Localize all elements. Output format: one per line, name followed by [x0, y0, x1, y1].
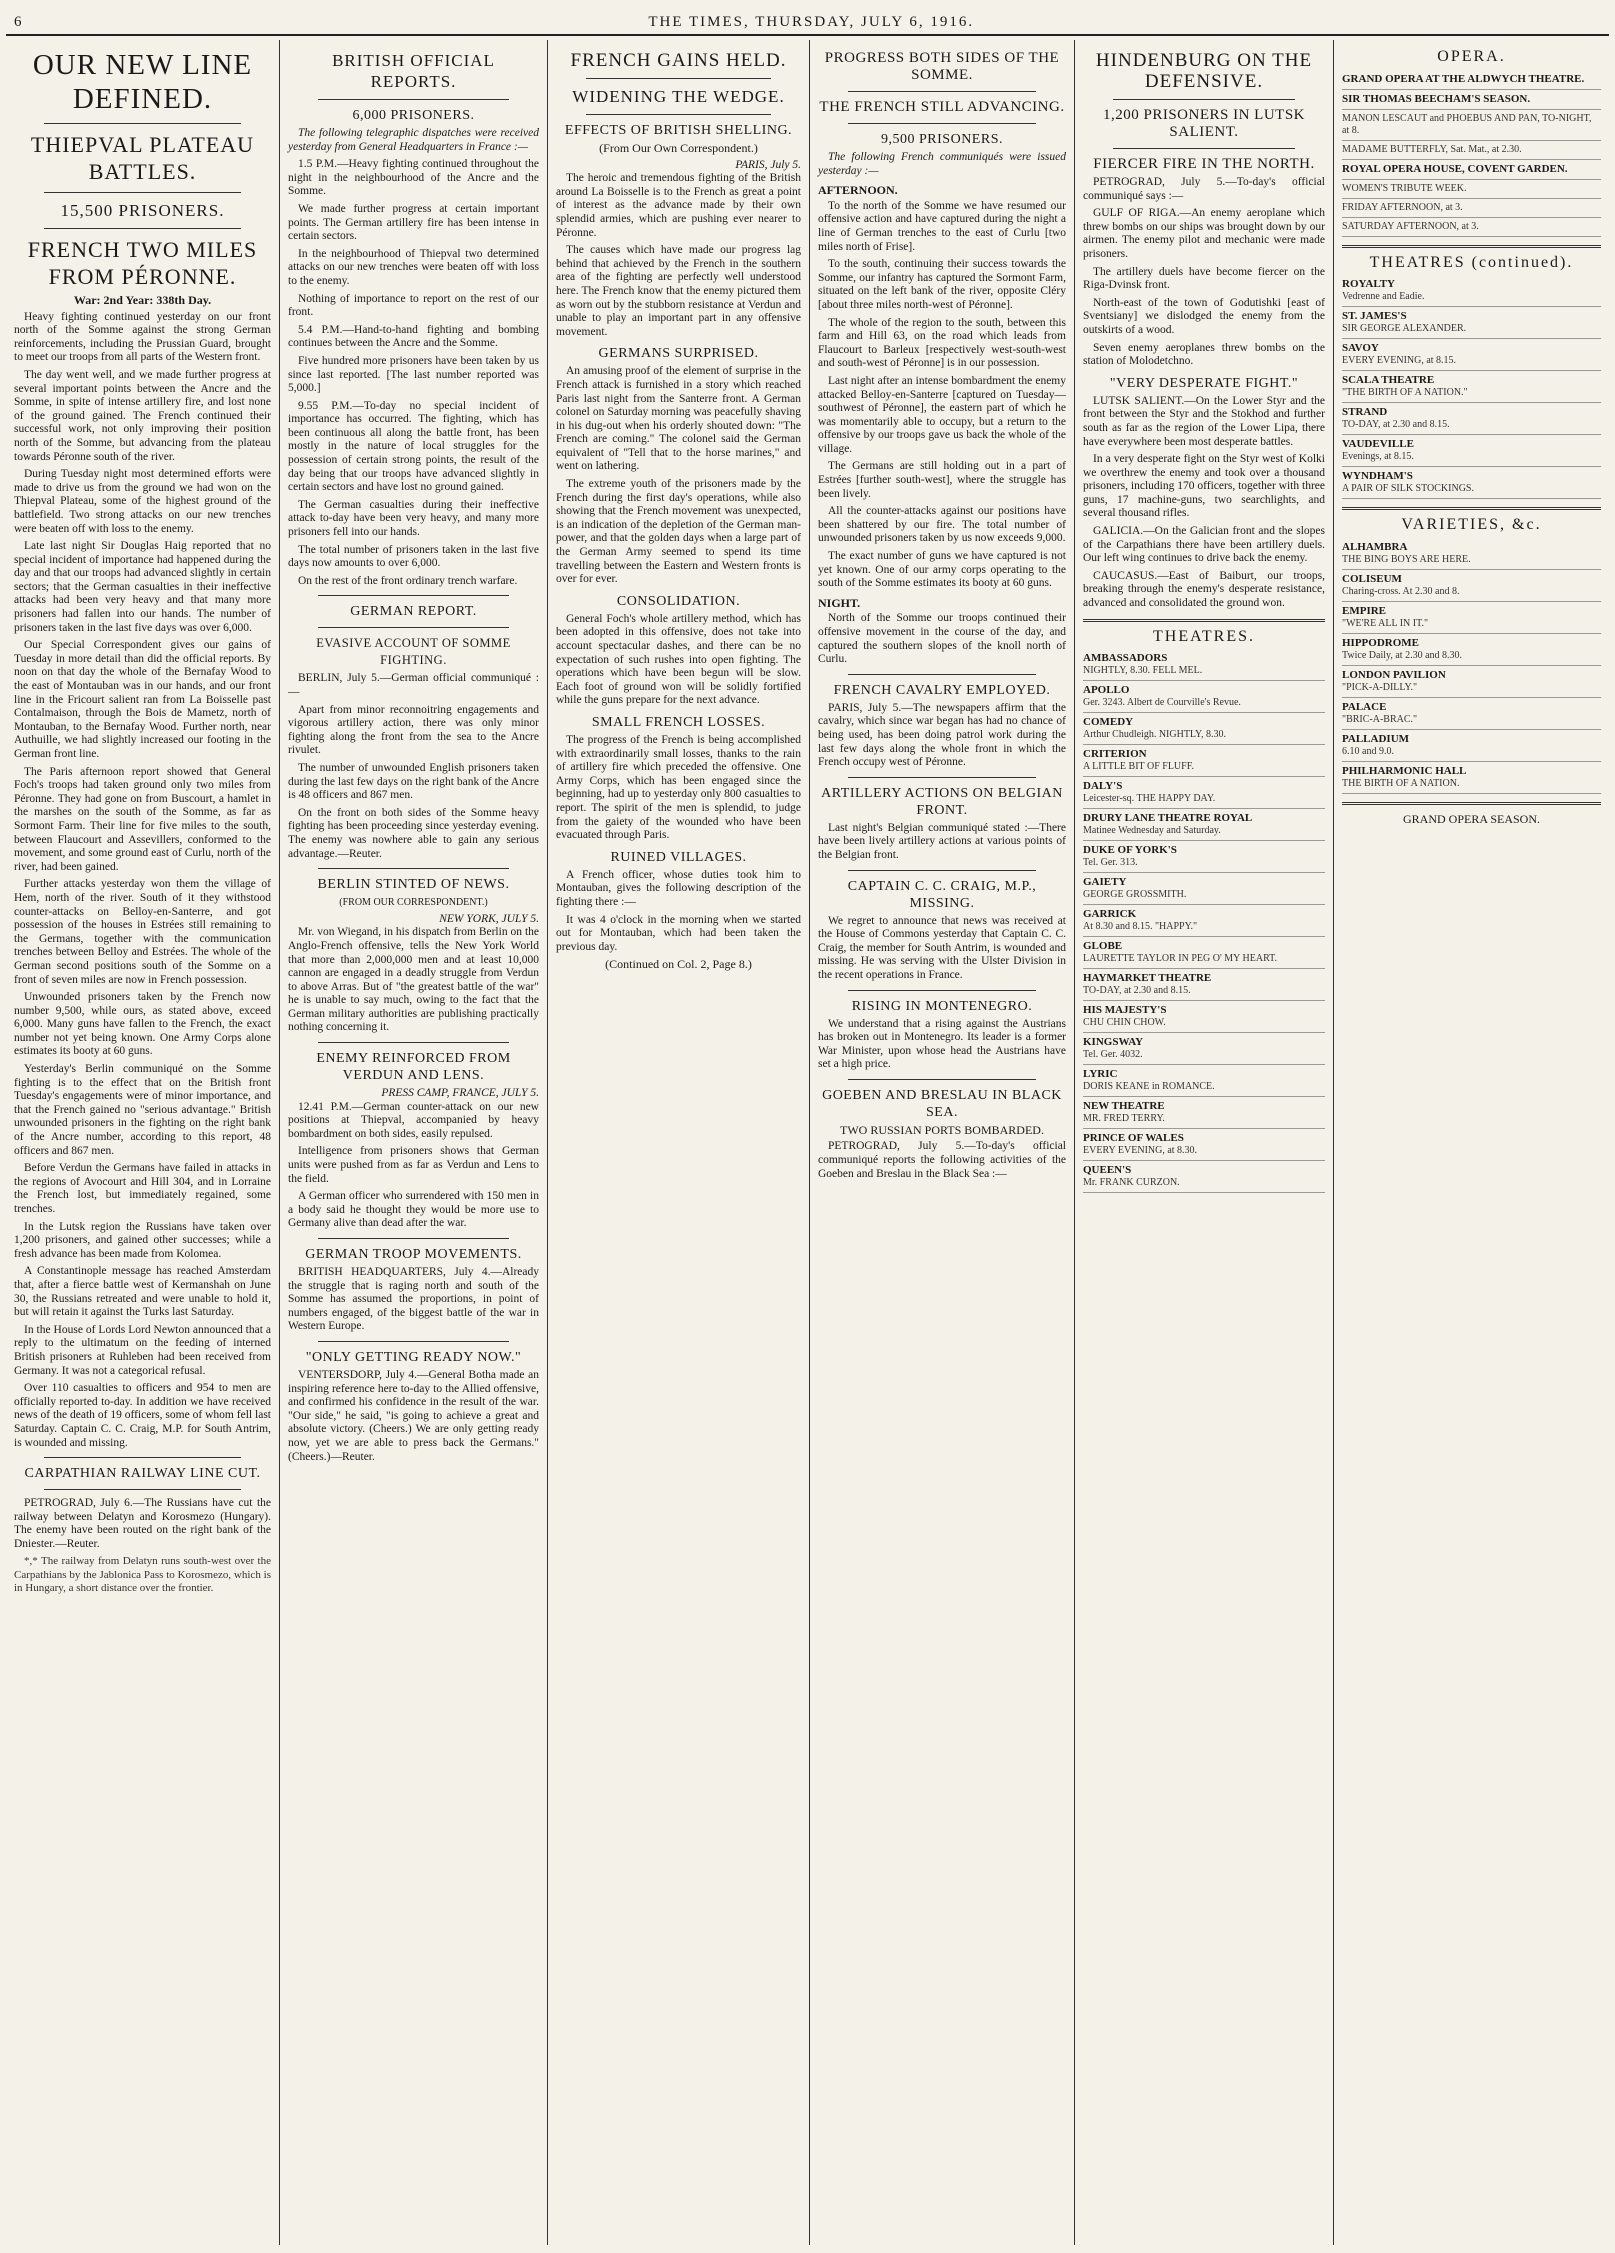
- listing-name: GARRICK: [1083, 908, 1137, 921]
- listing: [1342, 538, 1601, 570]
- listing-name: ST. JAMES'S: [1342, 310, 1407, 323]
- listing: [1342, 762, 1601, 794]
- headline-german-report: GERMAN REPORT.: [350, 604, 477, 620]
- listing: [1342, 730, 1601, 762]
- headline-craig: CAPTAIN C. C. CRAIG, M.P., MISSING.: [847, 878, 1037, 911]
- intro-text: The following French communiqués were issued yesterday :—: [818, 151, 1066, 177]
- listing-name: DUKE OF YORK'S: [1083, 844, 1177, 857]
- listing-text: MR. FRED TERRY.: [1083, 1113, 1165, 1125]
- paragraph: 1.5 P.M.—Heavy fighting continued throughout the night in the neighbourhood of the Ancre and the Somme.: [288, 158, 539, 198]
- paragraph: 12.41 P.M.—German counter-attack on our new positions at Thiepval, accompanied by heavy bombardment on both sides, easily repulsed.: [288, 1100, 539, 1140]
- paragraph: North of the Somme our troops continued their offensive movement in the course of the day, and captured the southern slopes of the knoll north of Curlu.: [818, 612, 1066, 666]
- listing-text: Twice Daily, at 2.30 and 8.30.: [1342, 649, 1463, 661]
- listing-text: SIR GEORGE ALEXANDER.: [1342, 323, 1467, 335]
- listing: [1342, 435, 1601, 467]
- section-head: "VERY DESPERATE FIGHT.": [1109, 375, 1299, 391]
- paragraph: The exact number of guns we have captured is not yet known. One of our army corps operating to the south of the Somme estimates its booty at 60 guns.: [818, 550, 1066, 590]
- listing: GRAND OPERA AT THE ALDWYCH THEATRE.: [1342, 70, 1601, 90]
- paragraph: Before Verdun the Germans have failed in attacks in the regions of Avocourt and Hill 304, and in Lorraine the French lost, but immediately regained, some trenches.: [14, 1162, 271, 1215]
- listing: [1342, 371, 1601, 403]
- listing: [1342, 275, 1601, 307]
- listing: [1342, 339, 1601, 371]
- paragraph: The artillery duels have become fiercer on the Riga-Dvinsk front.: [1083, 265, 1325, 292]
- section-head: CONSOLIDATION.: [616, 593, 741, 609]
- column-2: [280, 40, 548, 2245]
- listing-text: LAURETTE TAYLOR IN PEG O' MY HEART.: [1083, 953, 1278, 965]
- headline-peronne: FRENCH TWO MILES FROM PÉRONNE.: [27, 237, 258, 289]
- credit: (FROM OUR CORRESPONDENT.): [339, 897, 488, 909]
- listing-text: EVERY EVENING, at 8.30.: [1083, 1145, 1198, 1157]
- listing: [1083, 809, 1325, 841]
- section-head: GERMANS SURPRISED.: [598, 346, 759, 362]
- subheadline: FIERCER FIRE IN THE NORTH.: [1093, 156, 1315, 172]
- listing-text: Vedrenne and Eadie.: [1342, 291, 1425, 303]
- listing-name: AMBASSADORS: [1083, 652, 1168, 665]
- paragraph: General Foch's whole artillery method, which has been adopted in this offensive, does not take into account spectacular dashes, and there can be no expectation of such rushes into open fighting. The operations which have been begun will be slow. Each foot of ground won will be solidly fortified while the guns prepare for the next advance.: [556, 612, 801, 707]
- paragraph: The Germans are still holding out in a part of Estrées [further south-west], where the struggle has been lively.: [818, 460, 1066, 500]
- paragraph: Late last night Sir Douglas Haig reported that no special incident of importance had happened during the day and that our troops had advanced slightly in certain sectors; that the German casualties in their ineffective attacks had been very heavy and that many more prisoners had fallen into our hands. The number of prisoners taken in the last five days was over 6,000.: [14, 540, 271, 634]
- listing: [1083, 969, 1325, 1001]
- subheadline: EFFECTS OF BRITISH SHELLING.: [564, 123, 793, 138]
- paragraph: We made further progress at certain important points. The German artillery fire has been intense in certain sectors.: [288, 202, 539, 243]
- listing-name: PALACE: [1342, 700, 1387, 713]
- prisoners-count: 1,200 PRISONERS IN LUTSK SALIENT.: [1102, 107, 1306, 140]
- section-head: SMALL FRENCH LOSSES.: [591, 714, 766, 730]
- listing-text: EVERY EVENING, at 8.15.: [1342, 355, 1457, 367]
- listing-text: Arthur Chudleigh. NIGHTLY, 8.30.: [1083, 729, 1226, 741]
- listing-name: GAIETY: [1083, 876, 1127, 889]
- dateline: PRESS CAMP, FRANCE, JULY 5.: [381, 1087, 539, 1100]
- dateline: NEW YORK, JULY 5.: [439, 912, 539, 925]
- listing: [1083, 1033, 1325, 1065]
- listing: MADAME BUTTERFLY, Sat. Mat., at 2.30.: [1342, 141, 1601, 160]
- listing: FRIDAY AFTERNOON, at 3.: [1342, 199, 1601, 218]
- theatre-listings: [1342, 275, 1601, 499]
- paragraph: Mr. von Wiegand, in his dispatch from Berlin on the Anglo-French offensive, tells the New York World that more than 2,000,000 men and at least 10,000 cannon are engaged in a deadly struggle from Verdun to above Arras. But of "the greatest battle of the war" he is unable to say much, owing to the fact that the German military authorities are publishing practically nothing concerning it.: [288, 926, 539, 1034]
- opera-heading: OPERA.: [1437, 48, 1506, 65]
- paragraph: In the Lutsk region the Russians have taken over 1,200 prisoners, and gained other successes; while a fresh advance has been made from Kolomea.: [14, 1220, 271, 1260]
- listing-text: Charing-cross. At 2.30 and 8.: [1342, 585, 1460, 597]
- listing: [1083, 873, 1325, 905]
- paragraph: VENTERSDORP, July 4.—General Botha made an inspiring reference here to-day to the Allied offensive, and confirmed his confidence in the result of the war. "Our side," he said, "is going to achieve a great and absolute victory. (Cheers.) We are only getting ready now, yet we are able to press back the Germans." (Cheers.)—Reuter.: [288, 1368, 539, 1463]
- paragraph: Unwounded prisoners taken by the French now number 9,500, while ours, as stated above, exceed 6,000. Many guns have fallen to the French, the exact number not yet being known. One Army Corps alone estimates its booty at 60 guns.: [14, 991, 271, 1058]
- paragraph: It was 4 o'clock in the morning when we started out for Montauban, which had been taken the previous day.: [556, 913, 801, 953]
- headline-french-gains: FRENCH GAINS HELD.: [570, 50, 787, 71]
- paragraph: Last night after an intense bombardment the enemy attacked Belloy-en-Santerre [captured on Tuesday—southwest of Péronne], the eastern part of which he was momentarily able to occupy, but a return to the offensive by our troops gave us back the whole of the village.: [818, 374, 1066, 455]
- column-1: [6, 40, 280, 2245]
- paragraph: Last night's Belgian communiqué stated :—There have been lively artillery actions at various points of the Belgian front.: [818, 821, 1066, 861]
- listing-text: A LITTLE BIT OF FLUFF.: [1083, 761, 1194, 773]
- listing-name: LONDON PAVILION: [1342, 668, 1446, 681]
- paragraph: Nothing of importance to report on the rest of our front.: [288, 292, 539, 319]
- listing: [1342, 666, 1601, 698]
- paragraph: To the north of the Somme we have resumed our offensive action and have captured during the night a line of German trenches to the east of Curlu [two miles north of Frise].: [818, 199, 1066, 253]
- listing-name: KINGSWAY: [1083, 1036, 1144, 1049]
- headline-montenegro: RISING IN MONTENEGRO.: [851, 998, 1033, 1014]
- paragraph: In a very desperate fight on the Styr west of Kolki we overthrew the enemy and took over a thousand prisoners, including 170 officers, together with three guns, 17 machine-guns, two searchlights, and several thousand rifles.: [1083, 453, 1325, 520]
- listing-name: QUEEN'S: [1083, 1164, 1132, 1177]
- listing-name: COMEDY: [1083, 716, 1134, 729]
- paragraph: The causes which have made our progress lag behind that achieved by the French in the southern area of the fighting are perfectly well understood here. The French know that the enemy pictured them as worn out by the stubborn resistance at Verdun and unable to play an important part in any offensive movement.: [556, 244, 801, 338]
- listing: [1083, 681, 1325, 713]
- paragraph: 9.55 P.M.—To-day no special incident of importance has occurred. The fighting, which has been continuous all along the battle front, has been mostly in the nature of local struggles for the possession of certain strong points, the result of the day being that our troops have advanced slightly in certain sectors and have lost no ground gained.: [288, 399, 539, 494]
- listing-name: LYRIC: [1083, 1068, 1118, 1081]
- listing-name: CRITERION: [1083, 748, 1147, 761]
- listing-name: APOLLO: [1083, 684, 1130, 697]
- listing-name: ALHAMBRA: [1342, 540, 1408, 553]
- paragraph: The total number of prisoners taken in the last five days now amounts to over 6,000.: [288, 543, 539, 570]
- headline-progress-somme: PROGRESS BOTH SIDES OF THE SOMME.: [824, 50, 1060, 83]
- subheadline: EVASIVE ACCOUNT OF SOMME FIGHTING.: [316, 636, 511, 668]
- listing: [1342, 570, 1601, 602]
- prisoners-count: 15,500 PRISONERS.: [60, 201, 225, 220]
- listing-text: CHU CHIN CHOW.: [1083, 1017, 1166, 1029]
- paragraph: North-east of the town of Godutishki [east of Sventsiany] we dislodged the enemy from the outskirts of a wood.: [1083, 296, 1325, 336]
- listing-text: Leicester-sq. THE HAPPY DAY.: [1083, 793, 1216, 805]
- section-label: NIGHT.: [818, 595, 861, 610]
- listing: SIR THOMAS BEECHAM'S SEASON.: [1342, 90, 1601, 110]
- paragraph: BERLIN, July 5.—German official communiqué :—: [288, 672, 539, 698]
- listing-name: PALLADIUM: [1342, 732, 1410, 745]
- paragraph: The day went well, and we made further progress at several important points between the Ancre and the Somme, in spite of intense artillery fire, and lost none of the ground gained. The French continued their successful work, not only improving their position north of the Somme, but advancing from the plateau towards Péronne south of the river.: [14, 368, 271, 463]
- paragraph: The progress of the French is being accomplished with extraordinarily small losses, thanks to the rain of artillery fire which preceded the offensive. One Army Corps, which has been engaged since the beginning, had up to yesterday only 800 casualties to report. The spirit of the men is splendid, to judge from the gaiety of the wounded who have been evacuated through Paris.: [556, 733, 801, 842]
- war-day: War: 2nd Year: 338th Day.: [73, 293, 212, 307]
- paragraph: All the counter-attacks against our positions have been shattered by our fire. The total number of unwounded prisoners taken by us now exceeds 9,000.: [818, 505, 1066, 545]
- paragraph: Apart from minor reconnoitring engagements and vigorous artillery action, there was only minor fighting along the front from the sea to the Ancre rivulet.: [288, 703, 539, 757]
- listing-name: EMPIRE: [1342, 604, 1386, 617]
- listing: MANON LESCAUT and PHOEBUS AND PAN, TO-NIGHT, at 8.: [1342, 110, 1601, 141]
- listing: [1083, 1065, 1325, 1097]
- paragraph: Over 110 casualties to officers and 954 to men are officially reported to-day. In addition we have received news of the death of 19 officers, some of whom fell last Saturday. Captain C. C. Craig, M.P. for South Antrim, is wounded and missing.: [14, 1382, 271, 1449]
- paragraph: The German casualties during their ineffective attack to-day have been very heavy, and many more prisoners fell into our hands.: [288, 498, 539, 539]
- listing-name: VAUDEVILLE: [1342, 438, 1414, 451]
- listing: [1083, 905, 1325, 937]
- paragraph: The Paris afternoon report showed that General Foch's troops had taken ground only two miles from Péronne. They had gone on from Buscourt, a hamlet in the marshes on the south of the Somme, as far as Sormont Farm. Their line for five miles to the south, between Flaucourt and Assevillers, conformed to the movement, and some ground east of Curlu, north of the river, had been gained.: [14, 765, 271, 873]
- paragraph: BRITISH HEADQUARTERS, July 4.—Already the struggle that is raging north and south of the Somme has assumed the proportions, in point of numbers engaged, of the biggest battle of the war in Western Europe.: [288, 1266, 539, 1333]
- paragraph: GALICIA.—On the Galician front and the slopes of the Carpathians there have been artillery duels. Our left wing continues to drive back the enemy.: [1083, 525, 1325, 565]
- listing-name: SAVOY: [1342, 342, 1379, 355]
- listing-text: TO-DAY, at 2.30 and 8.15.: [1083, 985, 1191, 997]
- listing-name: PRINCE OF WALES: [1083, 1132, 1184, 1145]
- paragraph: On the rest of the front ordinary trench warfare.: [298, 574, 518, 587]
- listing-text: DORIS KEANE in ROMANCE.: [1083, 1081, 1215, 1093]
- listing: [1083, 1097, 1325, 1129]
- paragraph: To the south, continuing their success towards the Somme, our infantry has captured the Sormont Farm, situated on the left bank of the river, opposite Cléry [about three miles north-west of Péronne].: [818, 258, 1066, 311]
- listing: [1083, 1129, 1325, 1161]
- theatre-listings: [1083, 649, 1325, 1193]
- paragraph: Five hundred more prisoners have been taken by us since last reported. [The last number reported was 5,000.]: [288, 354, 539, 395]
- listing-text: At 8.30 and 8.15. "HAPPY.": [1083, 921, 1198, 933]
- paragraph: Intelligence from prisoners shows that German units were pushed from as far as Verdun and Lens to the field.: [288, 1145, 539, 1185]
- listing-text: "BRIC-A-BRAC.": [1342, 713, 1418, 725]
- listing-text: 6.10 and 9.0.: [1342, 745, 1394, 757]
- listing-text: Tel. Ger. 313.: [1083, 857, 1138, 869]
- paragraph: Our Special Correspondent gives our gains of Tuesday in more detail than did the official reports. By noon on that day the whole of the Bernafay Wood to the east of Montauban was in our hands, and our front line in the Fricourt salient ran from La Boisselle past Contalmaison, through the Bois de Mametz, north of Montauban, to the Bernafay Wood. Further north, near Authuille, we had slightly increased our footing in the German front line.: [14, 639, 271, 760]
- listing-name: COLISEUM: [1342, 572, 1402, 585]
- masthead: [6, 8, 1609, 36]
- paragraph: 5.4 P.M.—Hand-to-hand fighting and bombing continues between the Ancre and the Somme.: [288, 323, 539, 350]
- column-6: [1334, 40, 1609, 2245]
- listing-text: "WE'RE ALL IN IT.": [1342, 617, 1429, 629]
- paragraph: GULF OF RIGA.—An enemy aeroplane which threw bombs on our ships was brought down by our airmen. The enemy pilot and mechanic were made prisoners.: [1083, 207, 1325, 260]
- paragraph: A French officer, whose duties took him to Montauban, gives the following description of the fighting there :—: [556, 868, 801, 908]
- listing-text: NIGHTLY, 8.30. FELL MEL.: [1083, 665, 1203, 677]
- paragraph: We understand that a rising against the Austrians has broken out in Montenegro. Its leader is a former War Minister, upon whose head the Austrians have set a high price.: [818, 1017, 1066, 1071]
- paragraph: Further attacks yesterday won them the village of Hem, north of the river. South of it they withstood counter-attacks on Belloy-en-Santerre, and got possession of the houses in Estrées still remaining to the Germans, together with the communication trenches between Belloy and Estrées. The whole of the German second positions south of the Somme on a front of seven miles are now in French possession.: [14, 878, 271, 986]
- paragraph: An amusing proof of the element of surprise in the French attack is furnished in a story which reached Paris last night from the Santerre front. A German colonel on Saturday morning was peacefully shaving in his dug-out when his orderly shouted down: "The French are coming." The colonel said the German equivalent of "Tell that to the horse marines," and went on lathering.: [556, 365, 801, 473]
- listing-name: HIPPODROME: [1342, 636, 1419, 649]
- paragraph: The heroic and tremendous fighting of the British around La Boisselle is to the French as great a point of interest as the advance made by their own splendid armies, which are pushing ever nearer to Péronne.: [556, 172, 801, 239]
- varieties-heading: VARIETIES, &c.: [1401, 516, 1542, 534]
- closing-listing: GRAND OPERA SEASON.: [1402, 811, 1541, 826]
- listing-name: ROYALTY: [1342, 278, 1395, 291]
- listing-text: "PICK-A-DILLY.": [1342, 681, 1418, 693]
- listing-name: DRURY LANE THEATRE ROYAL: [1083, 812, 1253, 825]
- headline-our-new-line: OUR NEW LINE DEFINED.: [32, 49, 253, 115]
- headline-british-official: BRITISH OFFICIAL REPORTS.: [332, 51, 495, 91]
- listing-text: Tel. Ger. 4032.: [1083, 1049, 1143, 1061]
- continuation-note: (Continued on Col. 2, Page 8.): [605, 957, 752, 972]
- column-5: [1075, 40, 1334, 2245]
- listing: [1083, 937, 1325, 969]
- listing: [1342, 698, 1601, 730]
- paragraph: CAUCASUS.—East of Baiburt, our troops, breaking through the enemy's desperate resistance, advanced and consolidated the ground won.: [1083, 569, 1325, 610]
- headline-enemy-reinforced: ENEMY REINFORCED FROM VERDUN AND LENS.: [316, 1051, 511, 1084]
- paragraph: We regret to announce that news was received at the House of Commons yesterday that Captain C. C. Craig, the member for South Antrim, is wounded and missing. He was serving with the Ulster Division in the recent operations in France.: [818, 914, 1066, 981]
- paragraph: The whole of the region to the south, between this farm and Hill 63, on the road which leads from Flaucourt to Barleux [respectively west-south-west and south-west of Péronne] is in our possession.: [818, 316, 1066, 370]
- headline-goeben: GOEBEN AND BRESLAU IN BLACK SEA.: [822, 1087, 1062, 1120]
- listing: [1083, 745, 1325, 777]
- listing: WOMEN'S TRIBUTE WEEK.: [1342, 180, 1601, 199]
- listing-text: TO-DAY, at 2.30 and 8.15.: [1342, 419, 1450, 431]
- columns: [6, 40, 1609, 2245]
- listing: [1083, 841, 1325, 873]
- listing-text: "THE BIRTH OF A NATION.": [1342, 387, 1468, 399]
- footnote: *,* The railway from Delatyn runs south-west over the Carpathians by the Jablonica Pass to Korosmezo, which is in Hungary, a short distance over the frontier.: [14, 1555, 271, 1594]
- listing-name: HIS MAJESTY'S: [1083, 1004, 1167, 1017]
- listing-text: A PAIR OF SILK STOCKINGS.: [1342, 483, 1474, 495]
- paragraph: PETROGRAD, July 5.—To-day's official communiqué reports the following activities of the Goeben and Breslau in the Black Sea :—: [818, 1140, 1066, 1180]
- headline-carpathian: CARPATHIAN RAILWAY LINE CUT.: [24, 1466, 261, 1482]
- subheadline: THE FRENCH STILL ADVANCING.: [819, 99, 1065, 115]
- paragraph: PETROGRAD, July 5.—To-day's official communiqué says :—: [1083, 176, 1325, 202]
- paragraph: A German officer who surrendered with 150 men in a body said he thought they would be more use to Germany alive than dead after the war.: [288, 1190, 539, 1230]
- paragraph: On the front on both sides of the Somme heavy fighting has been proceeding since yesterday evening. The enemy was nowhere able to gain any serious advantage.—Reuter.: [288, 806, 539, 860]
- theatres-heading: THEATRES.: [1153, 627, 1255, 645]
- newspaper-title: THE TIMES, THURSDAY, JULY 6, 1916.: [648, 14, 975, 30]
- paragraph: In the House of Lords Lord Newton announced that a reply to the ultimatum on the feeding of interned British prisoners at Ruhleben had been received from Germany. It was not a categorical refusal.: [14, 1323, 271, 1377]
- column-4: [810, 40, 1075, 2245]
- paragraph: Yesterday's Berlin communiqué on the Somme fighting is to the effect that on the British front Tuesday's engagements were of minor importance, and that the French gained no "serious advantage." British unwounded prisoners in the fighting on the right bank of the Ancre number, according to this report, 48 officers and 867 men.: [14, 1063, 271, 1157]
- theatres-continued-heading: THEATRES (continued).: [1369, 253, 1574, 271]
- paragraph: PARIS, July 5.—The newspapers affirm that the cavalry, which since war began has had no chance of being used, has been doing patrol work during the last few days along the whole front in which the French occupy west of Péronne.: [818, 701, 1066, 769]
- listing: [1083, 1161, 1325, 1193]
- listing: [1342, 307, 1601, 339]
- column-3: [548, 40, 810, 2245]
- subheadline: WIDENING THE WEDGE.: [572, 87, 785, 106]
- listing-name: DALY'S: [1083, 780, 1123, 793]
- prisoners-count: 6,000 PRISONERS.: [352, 108, 475, 123]
- paragraph: During Tuesday night most determined efforts were made to drive us from the ground we had won on the Thiepval Plateau, some of the highest ground of the battlefield. Two strong attacks on our new trenches were beaten off with loss to the enemy.: [14, 468, 271, 535]
- paragraph: The number of unwounded English prisoners taken during the last few days on the right bank of the Ancre is 48 officers and 867 men.: [288, 761, 539, 802]
- headline-troop-movements: GERMAN TROOP MOVEMENTS.: [305, 1247, 522, 1262]
- paragraph: Seven enemy aeroplanes threw bombs on the station of Molodetchno.: [1083, 341, 1325, 368]
- listing-text: THE BIRTH OF A NATION.: [1342, 777, 1460, 789]
- paragraph: A Constantinople message has reached Amsterdam that, after a fierce battle west of Kermanshah on June 30, the Russians retreated and were unable to hold it, but will retain it against the Turks last Saturday.: [14, 1265, 271, 1319]
- listing: [1083, 649, 1325, 681]
- listing-text: Mr. FRANK CURZON.: [1083, 1177, 1180, 1189]
- paragraph: In the neighbourhood of Thiepval two determined attacks on our new trenches were beaten off with loss to the enemy.: [288, 247, 539, 287]
- listing: [1342, 602, 1601, 634]
- listing-name: SCALA THEATRE: [1342, 374, 1435, 387]
- prisoners-count: 9,500 PRISONERS.: [881, 132, 1003, 147]
- listing-text: Evenings, at 8.15.: [1342, 451, 1414, 463]
- headline-getting-ready: "ONLY GETTING READY NOW.": [305, 1349, 522, 1365]
- listing: [1342, 467, 1601, 499]
- listing: [1083, 1001, 1325, 1033]
- listing: SATURDAY AFTERNOON, at 3.: [1342, 218, 1601, 237]
- listing: [1083, 713, 1325, 745]
- section-label: AFTERNOON.: [818, 183, 898, 198]
- section-head: RUINED VILLAGES.: [610, 849, 747, 865]
- headline-thiepval: THIEPVAL PLATEAU BATTLES.: [30, 132, 255, 184]
- listing-name: WYNDHAM'S: [1342, 470, 1413, 483]
- listing-text: THE BING BOYS ARE HERE.: [1342, 553, 1471, 565]
- headline-hindenburg: HINDENBURG ON THE DEFENSIVE.: [1095, 50, 1313, 92]
- subheadline: TWO RUSSIAN PORTS BOMBARDED.: [840, 1122, 1044, 1137]
- listing-name: NEW THEATRE: [1083, 1100, 1165, 1113]
- variety-listings: [1342, 538, 1601, 794]
- listing: [1342, 634, 1601, 666]
- paragraph: The extreme youth of the prisoners made by the French during the first day's operations, while also showing that the French movement was unexpected, is an indication of the depletion of the German man-power, and that the golden days when a large part of the German Army seemed to spend its time travelling between the Eastern and Western fronts is over for ever.: [556, 478, 801, 586]
- listing-name: STRAND: [1342, 406, 1388, 419]
- headline-artillery: ARTILLERY ACTIONS ON BELGIAN FRONT.: [821, 785, 1063, 818]
- listing: ROYAL OPERA HOUSE, COVENT GARDEN.: [1342, 160, 1601, 180]
- page-number: 6: [14, 14, 24, 30]
- credit: (From Our Own Correspondent.): [599, 141, 758, 155]
- listing-text: Matinee Wednesday and Saturday.: [1083, 825, 1221, 837]
- listing: [1342, 403, 1601, 435]
- listing-name: GLOBE: [1083, 940, 1123, 953]
- paragraph: Heavy fighting continued yesterday on our front north of the Somme against the strong German reinforcements, including the Prussian Guard, brought to meet our troops from all parts of the Western front.: [14, 310, 271, 364]
- headline-berlin-stinted: BERLIN STINTED OF NEWS.: [317, 877, 510, 893]
- paragraph: LUTSK SALIENT.—On the Lower Styr and the front between the Styr and the Stokhod and further south as far as the region of the Lower Lipa, there have everywhere been most desperate battles.: [1083, 394, 1325, 448]
- listing-name: HAYMARKET THEATRE: [1083, 972, 1212, 985]
- headline-cavalry: FRENCH CAVALRY EMPLOYED.: [833, 682, 1051, 698]
- listing-name: PHILHARMONIC HALL: [1342, 764, 1467, 777]
- listing: [1083, 777, 1325, 809]
- paragraph: PETROGRAD, July 6.—The Russians have cut the railway between Delatyn and Korosmezo (Hungary). The enemy have been routed on the right bank of the Dniester.—Reuter.: [14, 1497, 271, 1550]
- dateline: PARIS, July 5.: [735, 158, 801, 171]
- listing-text: GEORGE GROSSMITH.: [1083, 889, 1187, 901]
- intro-text: The following telegraphic dispatches were received yesterday from General Headquarters in France :—: [288, 127, 539, 153]
- listing-text: Ger. 3243. Albert de Courville's Revue.: [1083, 697, 1241, 709]
